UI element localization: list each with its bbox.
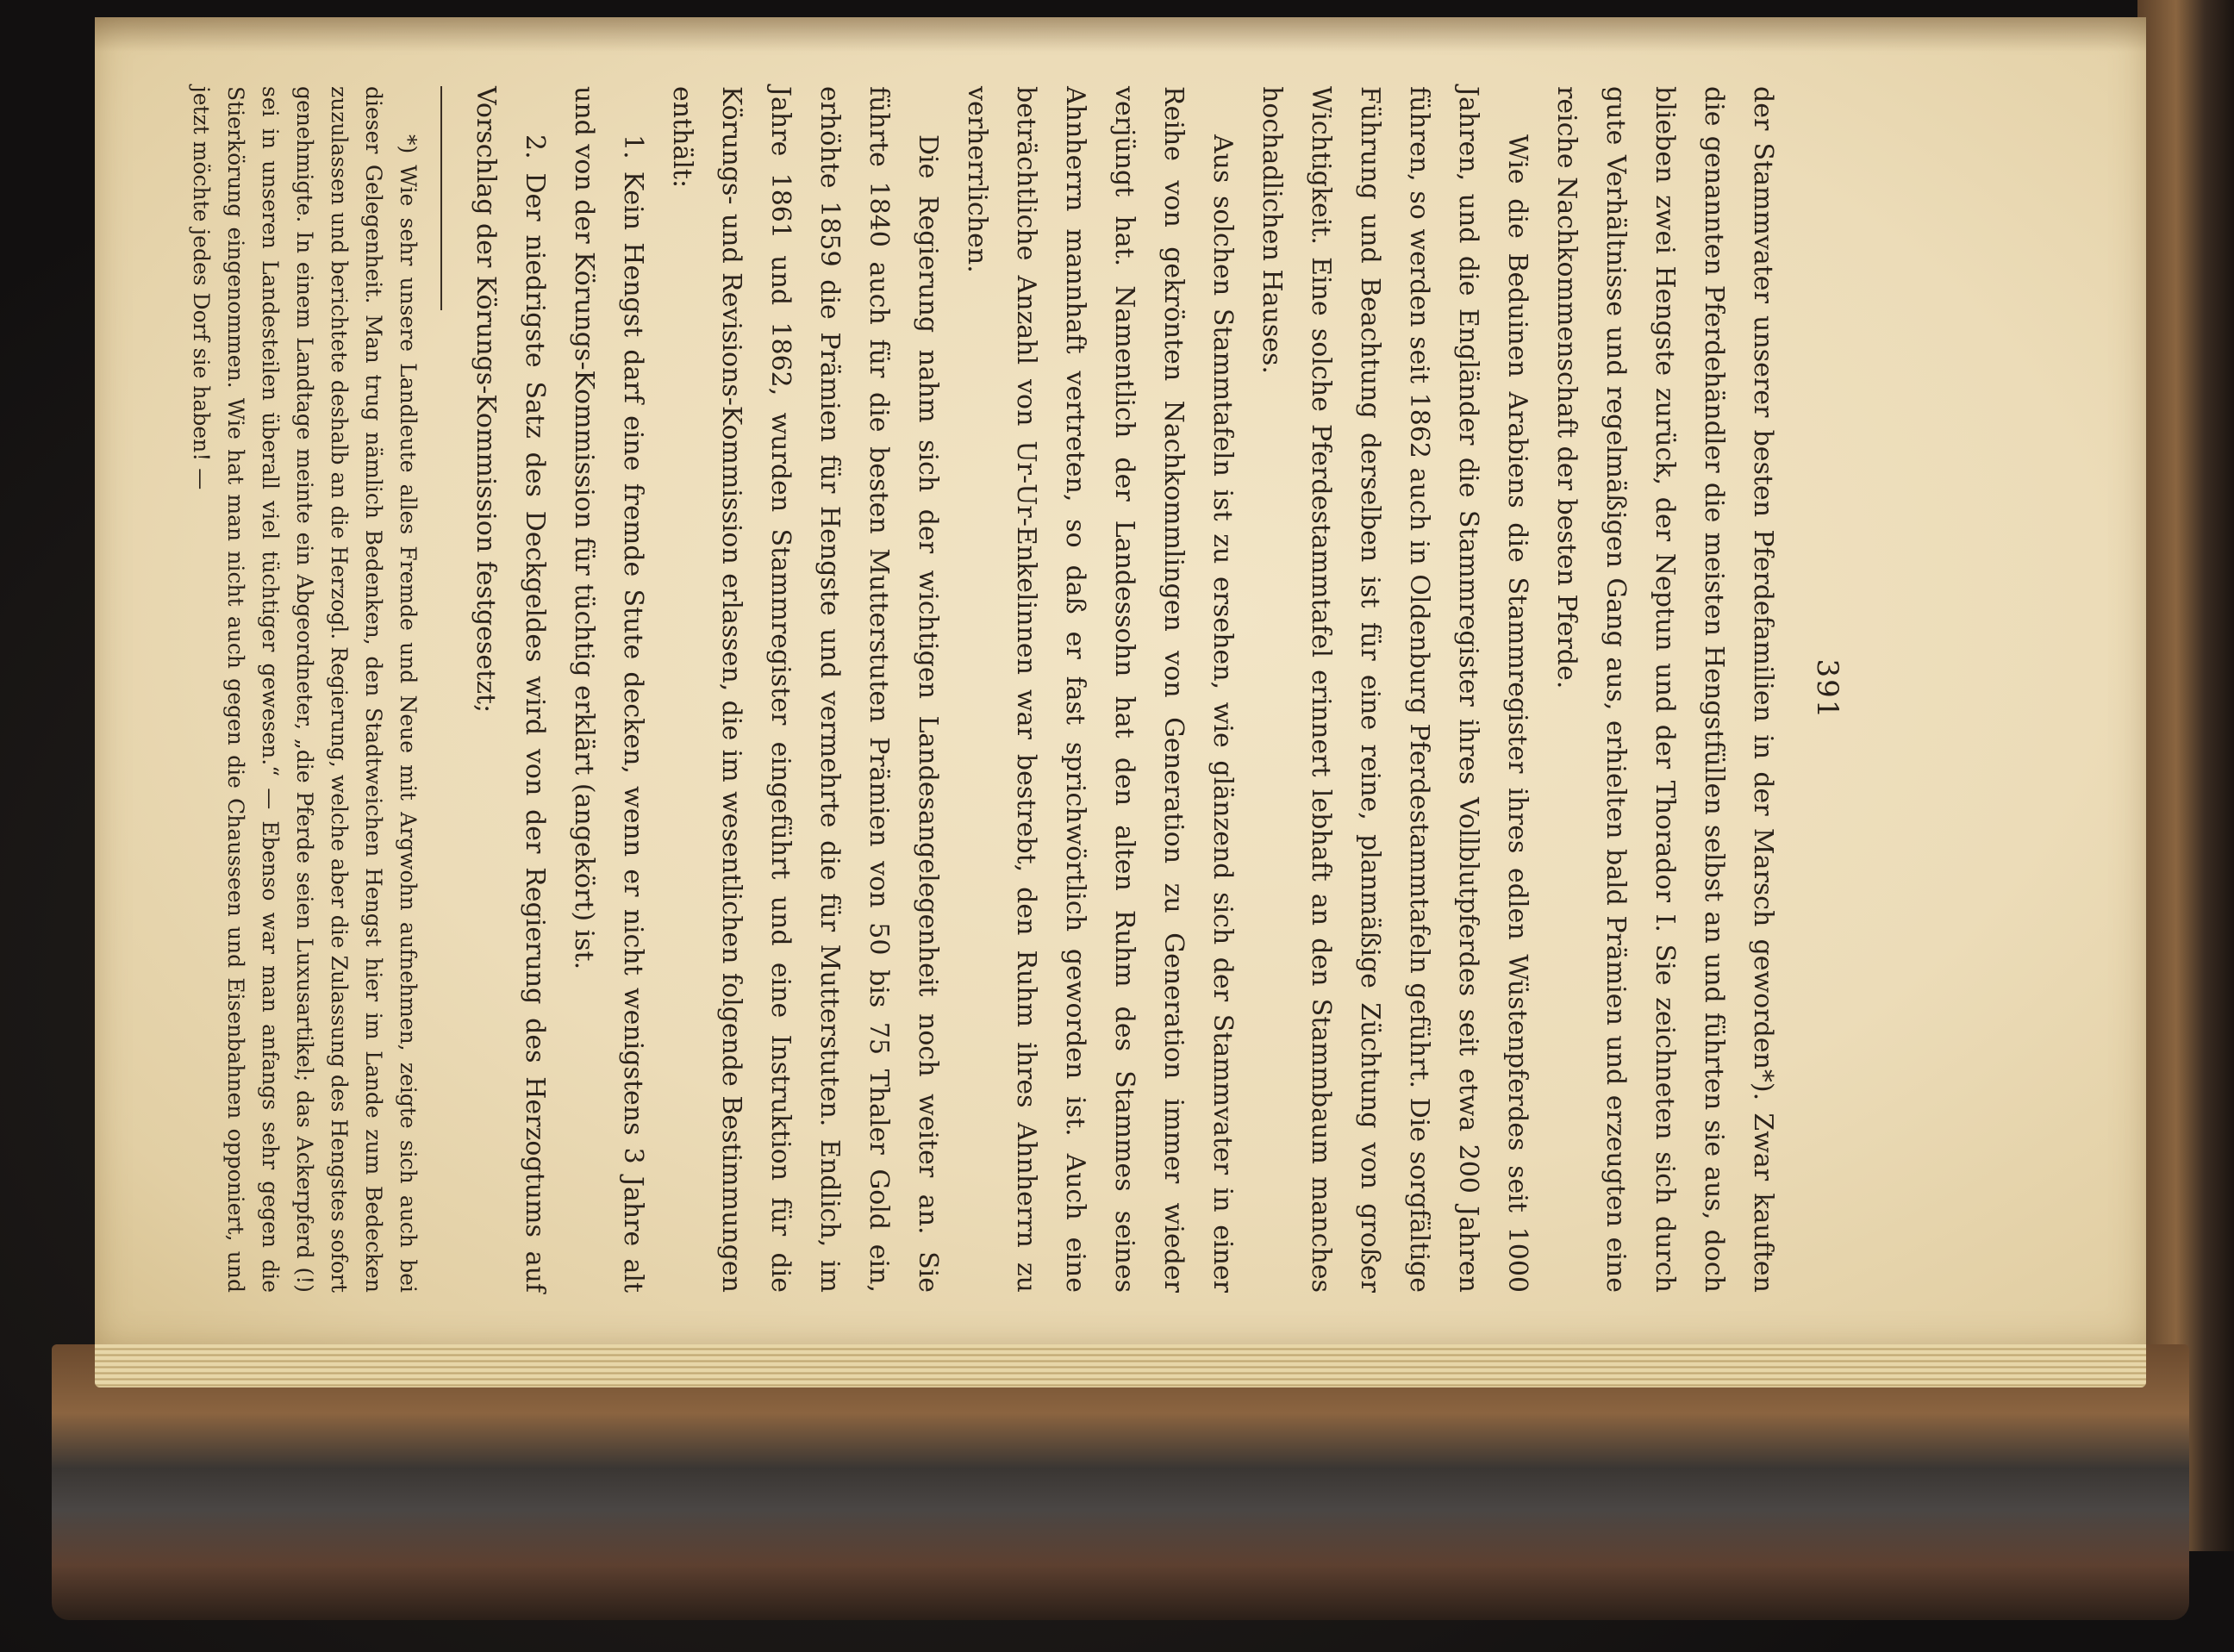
footnote-divider <box>440 86 442 310</box>
page-edges <box>95 1344 2146 1387</box>
paragraph-2: Wie die Beduinen Arabiens die Stammregister ihres edlen Wüstenpferdes seit 1000 Jahren, und die Engländer die Stammregister ihres Vollblutpferdes seit etwa 200 Jahren führen, so werden seit 1862 auch in Oldenburg Pferdestammtafeln geführt. Die sorgfältige Führung und Beachtung derselben ist für eine reine, planmäßige Züchtung von großer Wichtigkeit. Eine solche Pferdestammtafel erinnert lebhaft an den Stammbaum manches hochadlichen Hauses. <box>1257 86 1532 1293</box>
page-gutter-shadow <box>95 17 2146 52</box>
footnote: *) Wie sehr unsere Landleute alles Fremde und Neue mit Argwohn aufnehmen, zeigte sich auch bei dieser Gelegenheit. Man trug nämlich Bedenken, den Stadtweichen Hengst hier im Lande zum Bedecken zuzulassen und berichtete deshalb an die Herzogl. Regierung, welche aber die Zulassung des Hengstes sofort genehmigte. In einem Landtage meinte ein Abgeordneter, „die Pferde seien Luxusartikel; das Ackerpferd (!) sei in unseren Landesteilen überall viel tüchtiger gewesen.“ — Ebenso war man anfangs sehr gegen die Stierkörung eingenommen. Wie hat man nicht auch gegen die Chausseen und Eisenbahnen opponiert, und jetzt möchte jedes Dorf sie haben! — <box>189 86 421 1293</box>
paragraph-6: 2. Der niedrigste Satz des Deckgeldes wird von der Regierung des Herzogtums auf Vorschlag der Körungs-Kommission festgesetzt; <box>471 86 550 1293</box>
book-spine-edge <box>2137 0 2234 1551</box>
paragraph-1: der Stammvater unserer besten Pferdefamilien in der Marsch geworden*). Zwar kauften die genannten Pferdehändler die meisten Hengstfüllen selbst an und führten sie aus, doch blieben zwei Hengste zurück, der Neptun und der Thorador I. Sie zeichneten sich durch gute Verhältnisse und regelmäßigen Gang aus, erhielten bald Prämien und erzeugten eine reiche Nachkommenschaft der besten Pferde. <box>1551 86 1778 1293</box>
paragraph-5: 1. Kein Hengst darf eine fremde Stute decken, wenn er nicht wenigstens 3 Jahre alt und von der Körungs-Kommission für tüchtig erklärt (angekört) ist. <box>569 86 648 1293</box>
rotated-text-block <box>138 86 1844 1293</box>
paragraph-3: Aus solchen Stammtafeln ist zu ersehen, wie glänzend sich der Stammvater in einer Reihe von gekrönten Nachkommlingen von Generation zu Generation immer wieder verjüngt hat. Namentlich der Landessohn hat den alten Ruhm des Stammes seines Ahnherrn mannhaft vertreten, so daß er fast sprichwörtlich geworden ist. Auch eine beträchtliche Anzahl von Ur-Ur-Enkelinnen war bestrebt, den Ruhm ihres Ahnherrn zu verherrlichen. <box>962 86 1238 1293</box>
page-number: 391 <box>1810 658 1844 720</box>
paragraph-4: Die Regierung nahm sich der wichtigen Landesangelegenheit noch weiter an. Sie führte 1840 auch für die besten Mutterstuten Prämien von 50 bis 75 Thaler Gold ein, erhöhte 1859 die Prämien für Hengste und vermehrte die für Mutterstuten. Endlich, im Jahre 1861 und 1862, wurden Stammregister eingeführt und eine Instruktion für die Körungs- und Revisions-Kommission erlassen, die im wesentlichen folgende Bestimmungen enthält: <box>667 86 943 1293</box>
book-page <box>95 17 2146 1349</box>
